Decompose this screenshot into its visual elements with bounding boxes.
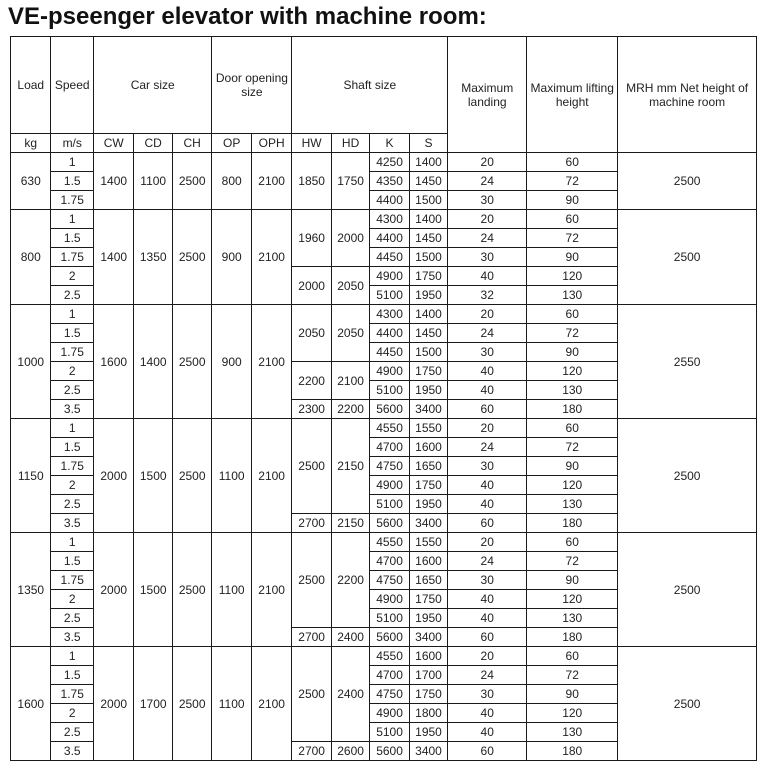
hw-cell: 2500	[292, 419, 331, 514]
hw-cell: 2700	[292, 742, 331, 761]
speed-cell: 3.5	[51, 742, 94, 761]
load-cell: 800	[11, 210, 51, 305]
k-cell: 4700	[370, 666, 409, 685]
max-landing-cell: 40	[448, 590, 527, 609]
k-cell: 4900	[370, 476, 409, 495]
speed-cell: 3.5	[51, 628, 94, 647]
s-cell: 1550	[409, 533, 447, 552]
s-cell: 1600	[409, 438, 447, 457]
max-landing-cell: 20	[448, 647, 527, 666]
speed-cell: 2.5	[51, 286, 94, 305]
s-cell: 1600	[409, 552, 447, 571]
speed-cell: 2.5	[51, 381, 94, 400]
elevator-spec-table	[10, 36, 757, 761]
load-cell: 1600	[11, 647, 51, 761]
speed-cell: 1.75	[51, 571, 94, 590]
s-cell: 1750	[409, 267, 447, 286]
cw-cell: 2000	[93, 419, 133, 533]
max-landing-cell: 40	[448, 381, 527, 400]
max-lifting-height-cell: 130	[527, 723, 618, 742]
op-cell: 900	[212, 210, 251, 305]
speed-cell: 3.5	[51, 514, 94, 533]
cd-cell: 1500	[134, 533, 172, 647]
s-cell: 3400	[409, 628, 447, 647]
k-cell: 5600	[370, 628, 409, 647]
unit-cell: S	[409, 134, 447, 153]
unit-cell: CW	[93, 134, 133, 153]
unit-cell: CH	[172, 134, 212, 153]
s-cell: 1950	[409, 495, 447, 514]
max-landing-cell: 40	[448, 704, 527, 723]
cw-cell: 1400	[93, 153, 133, 210]
cd-cell: 1100	[134, 153, 172, 210]
cw-cell: 1600	[93, 305, 133, 419]
s-cell: 1400	[409, 153, 447, 172]
mrh-cell: 2550	[618, 305, 757, 419]
k-cell: 4400	[370, 191, 409, 210]
unit-cell: kg	[11, 134, 51, 153]
hd-cell: 2150	[331, 419, 369, 514]
speed-cell: 2.5	[51, 609, 94, 628]
max-landing-cell: 60	[448, 628, 527, 647]
max-lifting-height-cell: 72	[527, 229, 618, 248]
header-car-size: Car size	[93, 37, 211, 134]
k-cell: 4900	[370, 267, 409, 286]
ch-cell: 2500	[172, 210, 212, 305]
s-cell: 1450	[409, 324, 447, 343]
cw-cell: 2000	[93, 647, 133, 761]
unit-cell: HW	[292, 134, 331, 153]
hw-cell: 2200	[292, 362, 331, 400]
max-lifting-height-cell: 90	[527, 191, 618, 210]
k-cell: 5600	[370, 400, 409, 419]
s-cell: 1550	[409, 419, 447, 438]
k-cell: 4550	[370, 533, 409, 552]
k-cell: 4750	[370, 571, 409, 590]
page-title: VE-pseenger elevator with machine room:	[8, 3, 487, 30]
k-cell: 4300	[370, 210, 409, 229]
speed-cell: 2	[51, 267, 94, 286]
max-landing-cell: 60	[448, 742, 527, 761]
load-cell: 1150	[11, 419, 51, 533]
max-lifting-height-cell: 180	[527, 514, 618, 533]
k-cell: 4450	[370, 343, 409, 362]
max-landing-cell: 20	[448, 533, 527, 552]
hw-cell: 2700	[292, 514, 331, 533]
hd-cell: 2200	[331, 533, 369, 628]
header-load: Load	[11, 37, 51, 134]
max-lifting-height-cell: 120	[527, 362, 618, 381]
max-lifting-height-cell: 180	[527, 628, 618, 647]
speed-cell: 2	[51, 476, 94, 495]
hw-cell: 2500	[292, 647, 331, 742]
table-row	[11, 210, 757, 229]
speed-cell: 3.5	[51, 400, 94, 419]
s-cell: 1750	[409, 362, 447, 381]
max-lifting-height-cell: 60	[527, 533, 618, 552]
unit-cell: K	[370, 134, 409, 153]
oph-cell: 2100	[251, 210, 292, 305]
hd-cell: 2600	[331, 742, 369, 761]
max-lifting-height-cell: 130	[527, 609, 618, 628]
max-lifting-height-cell: 180	[527, 400, 618, 419]
speed-cell: 1.75	[51, 457, 94, 476]
max-landing-cell: 24	[448, 552, 527, 571]
k-cell: 4900	[370, 362, 409, 381]
s-cell: 1600	[409, 647, 447, 666]
k-cell: 4900	[370, 590, 409, 609]
speed-cell: 2	[51, 362, 94, 381]
speed-cell: 1.75	[51, 343, 94, 362]
max-landing-cell: 24	[448, 172, 527, 191]
s-cell: 1800	[409, 704, 447, 723]
load-cell: 1350	[11, 533, 51, 647]
hw-cell: 2500	[292, 533, 331, 628]
max-lifting-height-cell: 60	[527, 647, 618, 666]
k-cell: 4250	[370, 153, 409, 172]
speed-cell: 1	[51, 305, 94, 324]
max-landing-cell: 20	[448, 419, 527, 438]
hw-cell: 2300	[292, 400, 331, 419]
hd-cell: 2050	[331, 267, 369, 305]
max-lifting-height-cell: 90	[527, 571, 618, 590]
k-cell: 5100	[370, 495, 409, 514]
s-cell: 1950	[409, 286, 447, 305]
speed-cell: 1.5	[51, 172, 94, 191]
hd-cell: 2000	[331, 210, 369, 267]
op-cell: 1100	[212, 419, 251, 533]
s-cell: 1950	[409, 381, 447, 400]
unit-cell: OPH	[251, 134, 292, 153]
speed-cell: 1.5	[51, 438, 94, 457]
s-cell: 1950	[409, 723, 447, 742]
max-landing-cell: 60	[448, 514, 527, 533]
max-landing-cell: 20	[448, 305, 527, 324]
cd-cell: 1700	[134, 647, 172, 761]
header-mrh: MRH mm Net height of machine room	[618, 37, 757, 153]
speed-cell: 1.75	[51, 248, 94, 267]
max-landing-cell: 40	[448, 495, 527, 514]
max-lifting-height-cell: 120	[527, 704, 618, 723]
hd-cell: 2100	[331, 362, 369, 400]
hd-cell: 2150	[331, 514, 369, 533]
speed-cell: 1.5	[51, 324, 94, 343]
cd-cell: 1350	[134, 210, 172, 305]
cw-cell: 2000	[93, 533, 133, 647]
k-cell: 4350	[370, 172, 409, 191]
max-lifting-height-cell: 130	[527, 495, 618, 514]
k-cell: 4700	[370, 438, 409, 457]
s-cell: 1450	[409, 172, 447, 191]
s-cell: 1500	[409, 191, 447, 210]
s-cell: 1750	[409, 476, 447, 495]
cw-cell: 1400	[93, 210, 133, 305]
oph-cell: 2100	[251, 153, 292, 210]
load-cell: 630	[11, 153, 51, 210]
oph-cell: 2100	[251, 647, 292, 761]
s-cell: 3400	[409, 742, 447, 761]
header-max-landing: Maximum landing	[448, 37, 527, 153]
k-cell: 5600	[370, 514, 409, 533]
op-cell: 800	[212, 153, 251, 210]
k-cell: 4400	[370, 229, 409, 248]
mrh-cell: 2500	[618, 210, 757, 305]
max-lifting-height-cell: 60	[527, 305, 618, 324]
max-landing-cell: 24	[448, 229, 527, 248]
unit-cell: OP	[212, 134, 251, 153]
max-landing-cell: 20	[448, 153, 527, 172]
s-cell: 1650	[409, 457, 447, 476]
max-landing-cell: 20	[448, 210, 527, 229]
speed-cell: 1	[51, 153, 94, 172]
max-lifting-height-cell: 72	[527, 324, 618, 343]
max-landing-cell: 32	[448, 286, 527, 305]
hw-cell: 2050	[292, 305, 331, 362]
s-cell: 1450	[409, 229, 447, 248]
hd-cell: 2400	[331, 647, 369, 742]
max-landing-cell: 30	[448, 191, 527, 210]
speed-cell: 1.5	[51, 666, 94, 685]
k-cell: 5600	[370, 742, 409, 761]
max-lifting-height-cell: 60	[527, 419, 618, 438]
max-landing-cell: 40	[448, 476, 527, 495]
header-shaft-size: Shaft size	[292, 37, 448, 134]
max-lifting-height-cell: 72	[527, 666, 618, 685]
table-row	[11, 153, 757, 172]
hd-cell: 1750	[331, 153, 369, 210]
hd-cell: 2050	[331, 305, 369, 362]
max-landing-cell: 60	[448, 400, 527, 419]
k-cell: 4750	[370, 457, 409, 476]
k-cell: 4900	[370, 704, 409, 723]
speed-cell: 1	[51, 419, 94, 438]
hw-cell: 1960	[292, 210, 331, 267]
max-lifting-height-cell: 130	[527, 286, 618, 305]
s-cell: 1650	[409, 571, 447, 590]
k-cell: 5100	[370, 381, 409, 400]
max-landing-cell: 40	[448, 267, 527, 286]
max-lifting-height-cell: 90	[527, 343, 618, 362]
s-cell: 1500	[409, 343, 447, 362]
table-row	[11, 419, 757, 438]
s-cell: 1400	[409, 210, 447, 229]
ch-cell: 2500	[172, 647, 212, 761]
max-lifting-height-cell: 60	[527, 153, 618, 172]
max-landing-cell: 30	[448, 685, 527, 704]
oph-cell: 2100	[251, 419, 292, 533]
speed-cell: 2.5	[51, 495, 94, 514]
k-cell: 4700	[370, 552, 409, 571]
table-row	[11, 533, 757, 552]
k-cell: 5100	[370, 286, 409, 305]
max-lifting-height-cell: 180	[527, 742, 618, 761]
s-cell: 1750	[409, 685, 447, 704]
max-landing-cell: 40	[448, 609, 527, 628]
k-cell: 4550	[370, 419, 409, 438]
op-cell: 900	[212, 305, 251, 419]
s-cell: 3400	[409, 400, 447, 419]
max-landing-cell: 24	[448, 666, 527, 685]
max-lifting-height-cell: 130	[527, 381, 618, 400]
speed-cell: 1	[51, 533, 94, 552]
s-cell: 1400	[409, 305, 447, 324]
max-lifting-height-cell: 72	[527, 172, 618, 191]
s-cell: 1500	[409, 248, 447, 267]
header-row	[11, 37, 757, 134]
s-cell: 1950	[409, 609, 447, 628]
ch-cell: 2500	[172, 153, 212, 210]
speed-cell: 1.5	[51, 229, 94, 248]
k-cell: 5100	[370, 723, 409, 742]
k-cell: 5100	[370, 609, 409, 628]
hd-cell: 2400	[331, 628, 369, 647]
hw-cell: 2700	[292, 628, 331, 647]
header-speed: Speed	[51, 37, 94, 134]
speed-cell: 1.75	[51, 191, 94, 210]
max-lifting-height-cell: 90	[527, 685, 618, 704]
mrh-cell: 2500	[618, 647, 757, 761]
mrh-cell: 2500	[618, 533, 757, 647]
speed-cell: 2.5	[51, 723, 94, 742]
max-lifting-height-cell: 120	[527, 476, 618, 495]
speed-cell: 1.5	[51, 552, 94, 571]
max-landing-cell: 24	[448, 438, 527, 457]
speed-cell: 1	[51, 647, 94, 666]
hd-cell: 2200	[331, 400, 369, 419]
ch-cell: 2500	[172, 419, 212, 533]
max-lifting-height-cell: 72	[527, 438, 618, 457]
unit-cell: CD	[134, 134, 172, 153]
mrh-cell: 2500	[618, 419, 757, 533]
header-max-lifting-height: Maximum lifting height	[527, 37, 618, 153]
ch-cell: 2500	[172, 533, 212, 647]
max-landing-cell: 40	[448, 723, 527, 742]
max-lifting-height-cell: 90	[527, 248, 618, 267]
max-lifting-height-cell: 120	[527, 590, 618, 609]
k-cell: 4750	[370, 685, 409, 704]
k-cell: 4400	[370, 324, 409, 343]
cd-cell: 1400	[134, 305, 172, 419]
unit-cell: HD	[331, 134, 369, 153]
max-landing-cell: 40	[448, 362, 527, 381]
speed-cell: 2	[51, 590, 94, 609]
hw-cell: 1850	[292, 153, 331, 210]
k-cell: 4300	[370, 305, 409, 324]
speed-cell: 1	[51, 210, 94, 229]
load-cell: 1000	[11, 305, 51, 419]
oph-cell: 2100	[251, 533, 292, 647]
mrh-cell: 2500	[618, 153, 757, 210]
k-cell: 4550	[370, 647, 409, 666]
max-lifting-height-cell: 60	[527, 210, 618, 229]
table-row	[11, 647, 757, 666]
max-landing-cell: 24	[448, 324, 527, 343]
speed-cell: 1.75	[51, 685, 94, 704]
header-door-opening-size: Door opening size	[212, 37, 292, 134]
unit-cell: m/s	[51, 134, 94, 153]
s-cell: 1700	[409, 666, 447, 685]
s-cell: 1750	[409, 590, 447, 609]
k-cell: 4450	[370, 248, 409, 267]
ch-cell: 2500	[172, 305, 212, 419]
max-lifting-height-cell: 120	[527, 267, 618, 286]
s-cell: 3400	[409, 514, 447, 533]
cd-cell: 1500	[134, 419, 172, 533]
hw-cell: 2000	[292, 267, 331, 305]
max-lifting-height-cell: 72	[527, 552, 618, 571]
op-cell: 1100	[212, 647, 251, 761]
oph-cell: 2100	[251, 305, 292, 419]
speed-cell: 2	[51, 704, 94, 723]
max-landing-cell: 30	[448, 457, 527, 476]
max-landing-cell: 30	[448, 343, 527, 362]
max-landing-cell: 30	[448, 248, 527, 267]
max-landing-cell: 30	[448, 571, 527, 590]
table-row	[11, 305, 757, 324]
op-cell: 1100	[212, 533, 251, 647]
max-lifting-height-cell: 90	[527, 457, 618, 476]
